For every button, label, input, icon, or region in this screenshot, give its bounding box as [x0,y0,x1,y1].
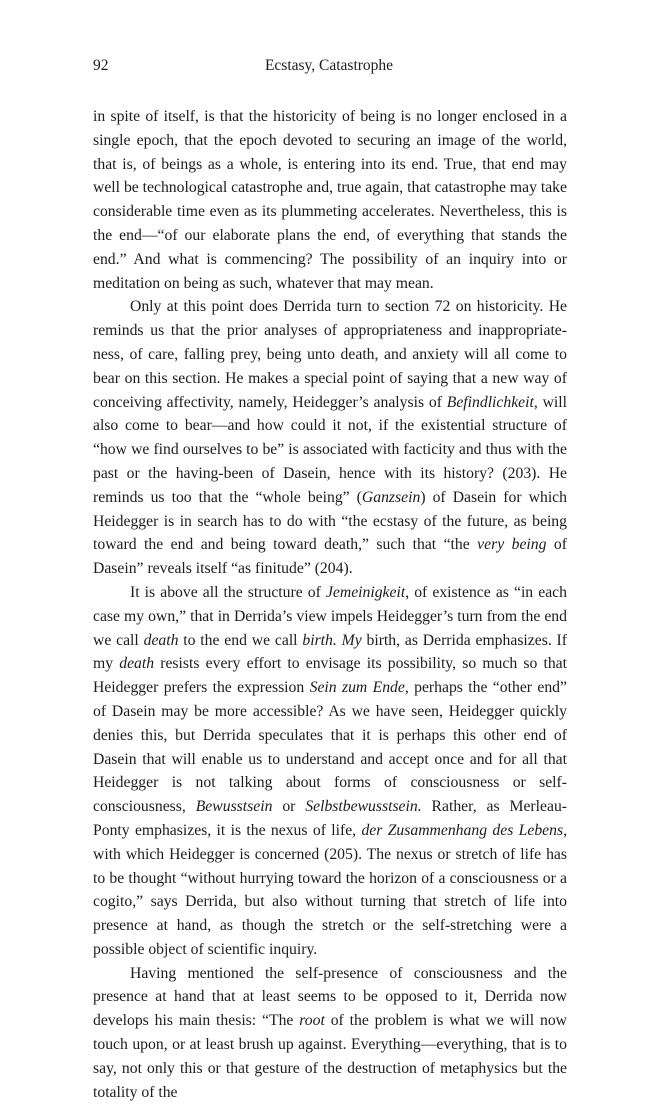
italic-term: der Zusammenhang des Lebens [361,821,564,839]
text-run: of the problem is what we will now touch upon, or at least brush up against. Everything—everything, that is to say, not only this or that gesture of the destruction of metaphysics but the totality of the [93,1012,567,1101]
italic-term: Sein zum Ende, [309,679,409,697]
italic-term: death [143,631,179,649]
text-run: , will also come to bear—and how could it not, if the existential structure of “how we find ourselves to be” is associated with facticity and thus with the past or the having-been of Dasein, hence with its history? (203). He reminds us too that the “whole being” ( [93,393,567,506]
text-run: , of existence as “in each case my own,” that in Derrida’s view impels Heidegger’s turn from the end we call [93,583,567,649]
text-run: birth, as Derrida emphasizes. If my [93,631,568,673]
text-run: Rather, as Merleau-Ponty emphasizes, it is the nexus of life, [93,798,568,839]
page-number: 92 [93,57,109,74]
paragraph [93,295,567,581]
italic-term: root [299,1012,325,1030]
text-run: Having mentioned the self-presence of consciousness and the presence at hand that at least seems to be opposed to it, Derrida now develops his main thesis: “The [93,964,567,1030]
text-run: in spite of itself, is that the historicity of being is no longer enclosed in a single epoch, that the epoch devoted to securing an image of the world, that is, of beings as a whole, is entering into its end. True, that end may well be technological catastrophe and, true again, that catastrophe may take considerable time even as its plummeting accelerates. Nevertheless, this is the end—“of our elaborate plans the end, of everything that stands the end.” And what is commencing? The possibility of an inquiry into or meditation on being as such, whatever that may mean. [93,108,567,292]
text-run: of Dasein” reveals itself “as finitude” (204). [93,536,567,578]
italic-term: Ganzsein [361,488,421,506]
italic-term: Befindlichkeit [446,393,534,411]
paragraph [93,581,567,962]
italic-term: Selbstbewusstsein. [305,798,422,816]
text-run: Only at this point does Derrida turn to section 72 on historicity. He reminds us that the prior analyses of appropriateness and inappropriate-ness, of care, falling prey, being unto death, and anxiety will all come to bear on this section. He makes a special point of saying that a new way of conceiving affectivity, namely, Heidegger’s analysis of [93,298,567,411]
paragraph [93,105,567,295]
italic-term: death [119,655,155,673]
italic-term: Bewusstsein [195,798,273,816]
running-head [93,57,565,79]
italic-term: very being [477,536,547,554]
text-run: ) of Dasein for which Heidegger is in search has to do with “the ecstasy of the future, as being toward the end and being toward death,” such that “the [93,488,567,554]
text-run: perhaps the “other end” of Dasein may be more accessible? As we have seen, Heidegger quickly denies this, but Derrida speculates that it is perhaps this other end of Dasein that will enable us to understand and accept once and for all that Heidegger is not talking about forms of consciousness or self-consciousness, [93,679,567,816]
italic-term: birth. My [302,631,362,649]
italic-term: Jemeinigkeit [325,583,406,601]
running-head-title: Ecstasy, Catastrophe [264,57,394,74]
text-run: , with which Heidegger is concerned (205). The nexus or stretch of life has to be thought “without hurrying toward the horizon of a consciousness or a cogito,” says Derrida, but also without turning that stretch of life into presence at hand, as though the stretch or the self-stretching were a possible object of scientific inquiry. [93,821,568,958]
text-run: It is above all the structure of [130,583,326,601]
text-run: to the end we call [178,631,303,649]
text-run: resists every effort to envisage its possibility, so much so that Heidegger prefers the expression [93,655,567,697]
text-run: or [272,798,306,816]
body-text [93,105,567,1104]
paragraph [93,962,567,1104]
